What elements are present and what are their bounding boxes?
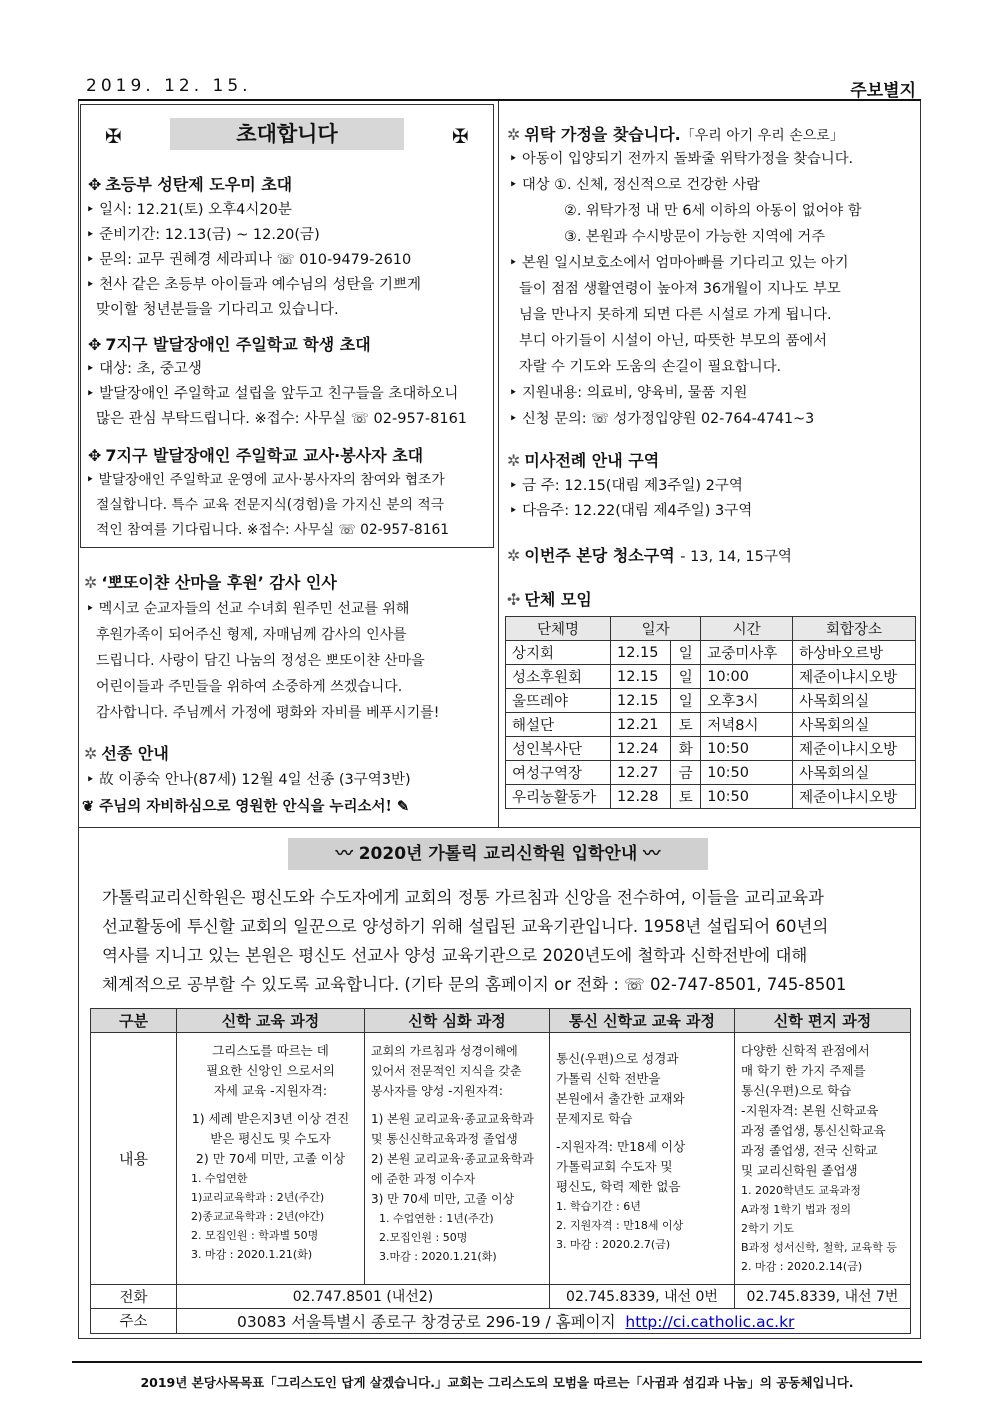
table-row: 주소 03083 서울특별시 종로구 창경궁로 296-19 / 홈페이지 http://ci.catholic.ac.kr [91, 1309, 911, 1334]
footer-slogan: 2019년 본당사목목표「그리스도인 답게 살겠습니다.」교회는 그리스도의 모범을 따르는「사귐과 섬김과 나눔」의 공동체입니다. [140, 1375, 854, 1390]
cleaning-heading [507, 543, 792, 566]
course-line: 및 통신신학교육과정 졸업생 [371, 1132, 518, 1146]
table-row [506, 785, 916, 809]
course-line: 에 준한 과정 이수자 [371, 1172, 476, 1186]
course-line: 2. 마감 : 2020.2.14(금) [741, 1260, 863, 1273]
compass-icon: ✥ [88, 335, 102, 354]
course-line: 있어서 전문적인 지식을 갖춘 [371, 1064, 522, 1078]
table-row [506, 713, 916, 737]
course-line: 받은 평신도 및 수도자 [210, 1131, 331, 1146]
list-item: 후원가족이 되어주신 형제, 자매님께 감사의 인사를 [96, 627, 407, 643]
course-line: 가톨릭교회 수도자 및 [556, 1159, 673, 1174]
homepage-link[interactable]: http://ci.catholic.ac.kr [625, 1313, 795, 1331]
course-line: 및 교리신학원 졸업생 [741, 1163, 858, 1178]
course-line: 2.모집인원 : 50명 [379, 1231, 468, 1244]
list-item: ‣ 준비기간: 12.13(금) ~ 12.20(금) [86, 227, 320, 243]
list-item: 맞이할 청년분들을 기다리고 있습니다. [96, 302, 339, 318]
flower-icon: ❦ [82, 798, 95, 815]
list-item: ‣ 문의: 교무 권혜경 세라피나 ☏ 010-9479-2610 [86, 252, 412, 268]
course-line: 필요한 신앙인 으로서의 [206, 1063, 335, 1078]
course-line: 3) 만 70세 미만, 고졸 이상 [371, 1192, 515, 1206]
funeral-prayer: ❦ 주님의 자비하심으로 영원한 안식을 누리소서! ✎ [82, 798, 410, 815]
course-line: 3. 마감 : 2020.2.7(금) [556, 1238, 671, 1251]
table-cell: 12.21 [611, 713, 671, 737]
list-item: ‣ 천사 같은 초등부 아이들과 예수님의 성탄을 기쁘게 [86, 277, 421, 293]
table-cell: 상지회 [506, 641, 611, 665]
table-cell: 10:50 [701, 785, 793, 809]
table-cell: 12.28 [611, 785, 671, 809]
list-item: ‣ 금 주: 12.15(대림 제3주일) 2구역 [509, 478, 743, 494]
course-line: A과정 1학기 법과 정의 [741, 1203, 852, 1216]
course-line: B과정 성서신학, 철학, 교육학 등 [741, 1241, 898, 1254]
list-item: ②. 위탁가정 내 만 6세 이하의 아동이 없어야 함 [564, 203, 862, 219]
sparkle-icon: ✲ [84, 744, 98, 763]
course-1-cell [177, 1033, 365, 1285]
list-item: ‣ 대상: 초, 중고생 [86, 361, 202, 377]
cleaning-title: 이번주 본당 청소구역 [524, 546, 675, 565]
table-row [506, 665, 916, 689]
list-item: ‣ 멕시코 순교자들의 선교 수녀회 원주민 선교를 위해 [86, 601, 410, 617]
course-line: 2. 모집인원 : 학과별 50명 [191, 1229, 319, 1242]
invite-s3-list [86, 468, 449, 543]
list-item: 많은 관심 부탁드립니다. ※접수: 사무실 ☏ 02-957-8161 [96, 411, 468, 427]
list-item: ‣ 본원 일시보호소에서 엄마아빠를 기다리고 있는 아기 [509, 255, 849, 271]
course-line: 교회의 가르침과 성경이해에 [371, 1044, 518, 1058]
invite-s1-heading [88, 172, 292, 195]
course-line [183, 1101, 358, 1109]
list-item: 들이 점점 생활연령이 높아져 36개월이 지나도 부모 [519, 281, 841, 297]
course-2-cell [365, 1033, 550, 1285]
course-line: 자세 교육 -지원자격: [213, 1083, 328, 1098]
list-item: 드립니다. 사랑이 담긴 나눔의 정성은 뽀또이챤 산마을 [96, 653, 425, 669]
course-line: 2) 만 70세 미만, 고졸 이상 [195, 1151, 346, 1166]
course-line: 3.마감 : 2020.1.21(화) [379, 1250, 497, 1263]
table-row: 내용 그리스도를 따르는 데 필요한 신앙인 으로서의 자세 교육 -지원자격: 1) 세례 받은지3년 이상 견진 받은 평신도 및 수도자 2) 만 70세 미만, 고졸 이상 1. 수업연한 1)교리교육학과 : 2년(주간) 2)종교교육학과 : 2년(야간) 2. 모집인원 : 학과별 50명 3. 마감 : 2020.1.21(화) 교회의 가르침과 성경이해에 있어서 전문적인 지식을 갖춘 봉사자를 양성 -지원자격: 1) 본원 교리교육·종교교육학과 및 통신신학교육과정 졸업생 2) 본원 교리교육·종교교육학과 에 준한 과정 이수자 3) 만 70세 미만, 고졸 이상 1. 수업연한 : 1년(주간) 2.모집인원 : 50명 3.마감 : 2020.1.21(화) 통신(우편)으로 성경과 가톨릭 신학 전반을 본원에서 출간한 교재와 문제지로 학습 -지원자격: 만18세 이상 가톨릭교회 수도자 및 평신도, 학력 제한 없음 1. 학습기간 : 6년 2. 지원자격 : 만18세 이상 3. 마감 : 2020.2.7(금) 다양한 신학적 관점에서 매 학기 한 가지 주제를 통신(우편)으로 학습 -지원자격: 본원 신학교육 과정 졸업생, 통신신학교육 과정 졸업생, 전국 신학교 및 교리신학원 졸업생 1. 2020학년도 교육과정 A과정 1학기 법과 정의 2학기 기도 B과정 성서신학, 철학, 교육학 등 2. 마감 : 2020.2.14(금) [91, 1033, 911, 1285]
table-cell: 10:00 [701, 665, 793, 689]
table-row: 전화 02.747.8501 (내선2) 02.745.8339, 내선 0번 02.745.8339, 내선 7번 [91, 1285, 911, 1309]
mass-heading [507, 448, 659, 471]
course-line: 본원에서 출간한 교재와 [556, 1091, 685, 1106]
table-cell: 우리농활동가 [506, 785, 611, 809]
list-item: 님을 만나지 못하게 되면 다른 시설로 가게 됩니다. [519, 307, 832, 323]
list-item: ③. 본원과 수시방문이 가능한 지역에 거주 [564, 229, 826, 245]
list-item: 어린이들과 주민들을 위하여 소중하게 쓰겠습니다. [96, 679, 403, 695]
school-intro: 가톨릭교리신학원은 평신도와 수도자에게 교회의 정통 가르침과 신앙을 전수하여, 이들을 교리교육과 선교활동에 투신할 교회의 일꾼으로 양성하기 위해 설립된 교육기관입니다. 1958년 설립되어 60년의 역사를 지니고 있는 본원은 평신도 선교사 양성 교육기관으로 2020년도에 철학과 신학전반에 대해 체계적으로 공부할 수 있도록 교육합니다. (기타 문의 홈페이지 or 전화 : ☏ 02-747-8501, 745-8501 [102, 888, 847, 994]
invite-s2-list [86, 357, 467, 432]
funeral-title: 선종 안내 [101, 744, 169, 763]
table-cell: 제준이냐시오방 [793, 737, 916, 761]
groups-table [505, 616, 916, 809]
table-header: 단체명 일자 시간 회합장소 [506, 617, 916, 641]
course-line: 1. 수업연한 : 1년(주간) [379, 1212, 494, 1225]
table-cell: 제준이냐시오방 [793, 785, 916, 809]
course-line: 다양한 신학적 관점에서 [741, 1043, 870, 1058]
course-line: 매 학기 한 가지 주제를 [741, 1063, 866, 1078]
course-line: 1) 본원 교리교육·종교교육학과 [371, 1112, 534, 1126]
funeral-line: ‣ 故 이종숙 안나(87세) 12월 4일 선종 (3구역3반) [86, 772, 411, 788]
course-line: 평신도, 학력 제한 없음 [556, 1179, 681, 1194]
table-cell: 사목회의실 [793, 761, 916, 785]
table-cell: 해설단 [506, 713, 611, 737]
invite-s2-heading [88, 332, 371, 355]
invite-s1-list [86, 198, 421, 323]
cross-icon: ✠ [105, 124, 122, 148]
cross-icon: ✠ [452, 124, 469, 148]
list-item: ‣ 신청 문의: ☏ 성가정입양원 02-764-4741~3 [509, 411, 815, 427]
table-row [506, 761, 916, 785]
table-cell: 12.24 [611, 737, 671, 761]
table-cell: 10:50 [701, 737, 793, 761]
column-divider [498, 101, 499, 827]
ornament-icon: 〰 [643, 844, 661, 864]
list-item: ‣ 발달장애인 주일학교 운영에 교사·봉사자의 참여와 협조가 [86, 472, 445, 488]
table-cell: 12.15 [611, 641, 671, 665]
invite-s1-title: 초등부 성탄제 도우미 초대 [105, 175, 293, 194]
course-line: 1)교리교육학과 : 2년(주간) [191, 1191, 325, 1204]
course-line: 문제지로 학습 [556, 1111, 633, 1126]
sparkle-icon: ✲ [507, 125, 521, 144]
list-item: ‣ 지원내용: 의료비, 양육비, 물품 지원 [509, 385, 748, 401]
invite-title: 초대합니다 [170, 118, 404, 150]
table-cell: 교중미사후 [701, 641, 793, 665]
course-line [556, 1129, 728, 1137]
table-cell: 사목회의실 [793, 713, 916, 737]
course-line: 2학기 기도 [741, 1222, 794, 1235]
table-cell: 사목회의실 [793, 689, 916, 713]
mass-list [509, 474, 752, 524]
course-line: 가톨릭 신학 전반을 [556, 1071, 661, 1086]
thanks-list [86, 596, 439, 726]
candle-icon: ✎ [396, 798, 410, 815]
table-cell: 울뜨레야 [506, 689, 611, 713]
funeral-heading [84, 741, 169, 764]
course-line: 1. 2020학년도 교육과정 [741, 1184, 861, 1197]
sparkle-icon: ✲ [507, 546, 521, 565]
groups-title: 단체 모임 [524, 590, 592, 609]
ornament-icon: 〰 [335, 844, 353, 864]
course-line: 통신(우편)으로 학습 [741, 1083, 852, 1098]
course-line: 1. 수업연한 [191, 1172, 248, 1185]
table-cell: 10:50 [701, 761, 793, 785]
course-line [371, 1101, 543, 1109]
sparkle-icon: ✲ [84, 573, 98, 592]
footer-rule [72, 1361, 922, 1363]
table-row [506, 689, 916, 713]
course-line: 과정 졸업생, 통신신학교육 [741, 1123, 886, 1138]
list-item: ‣ 일시: 12.21(토) 오후4시20분 [86, 202, 292, 218]
groups-heading [507, 587, 592, 610]
compass-icon: ✥ [88, 175, 102, 194]
thanks-title: ‘뽀또이챤 산마을 후원’ 감사 인사 [101, 573, 337, 592]
curriculum-table [90, 1008, 911, 1334]
list-item: 적인 참여를 기다립니다. ※접수: 사무실 ☏ 02-957-8161 [96, 522, 450, 538]
list-item: ‣ 다음주: 12.22(대림 제4주일) 3구역 [509, 503, 753, 519]
cleaning-detail: - 13, 14, 15구역 [680, 549, 792, 565]
list-item: ‣ 대상 ①. 신체, 정신적으로 건강한 사람 [509, 177, 760, 193]
invite-s3-title: 7지구 발달장애인 주일학교 교사·봉사자 초대 [105, 446, 424, 465]
course-line: 그리스도를 따르는 데 [212, 1043, 329, 1058]
list-item: ‣ 아동이 입양되기 전까지 돌봐줄 위탁가정을 찾습니다. [509, 151, 854, 167]
course-line: 2. 지원자격 : 만18세 이상 [556, 1219, 684, 1232]
invite-s3-heading [88, 443, 423, 466]
table-cell: 성소후원회 [506, 665, 611, 689]
table-row [506, 737, 916, 761]
list-item: 부디 아기들이 시설이 아닌, 따뜻한 부모의 품에서 [519, 333, 828, 349]
table-cell: 성인복사단 [506, 737, 611, 761]
table-cell: 일 [671, 689, 701, 713]
table-cell: 토 [671, 785, 701, 809]
table-cell: 저녁8시 [701, 713, 793, 737]
list-item: 절실합니다. 특수 교육 전문지식(경험)을 가지신 분의 적극 [96, 497, 445, 513]
table-cell: 금 [671, 761, 701, 785]
foster-list [509, 146, 862, 432]
table-cell: 12.15 [611, 665, 671, 689]
table-cell: 12.27 [611, 761, 671, 785]
list-item: ‣ 발달장애인 주일학교 설립을 앞두고 친구들을 초대하오니 [86, 386, 459, 402]
list-item: 자랄 수 기도와 도움의 손길이 필요합니다. [519, 359, 782, 375]
course-line: 봉사자를 양성 -지원자격: [371, 1084, 503, 1098]
table-cell: 일 [671, 665, 701, 689]
address-cell: 03083 서울특별시 종로구 창경궁로 296-19 / 홈페이지 http://ci.catholic.ac.kr [177, 1309, 911, 1334]
course-line: 2) 본원 교리교육·종교교육학과 [371, 1152, 534, 1166]
table-cell: 12.15 [611, 689, 671, 713]
thanks-heading [84, 570, 337, 593]
course-4-cell [735, 1033, 911, 1285]
school-title: 〰 2020년 가톨릭 교리신학원 입학안내 〰 [288, 838, 708, 870]
course-line: 3. 마감 : 2020.1.21(화) [191, 1248, 313, 1261]
course-line: 1) 세례 받은지3년 이상 견진 [191, 1111, 350, 1126]
table-cell: 여성구역장 [506, 761, 611, 785]
course-line: -지원자격: 본원 신학교육 [741, 1103, 879, 1118]
course-3-cell [550, 1033, 735, 1285]
bulletin-title: 주보별지 [850, 81, 916, 101]
table-cell: 오후3시 [701, 689, 793, 713]
table-cell: 하상바오르방 [793, 641, 916, 665]
bulletin-date: 2019. 12. 15. [86, 76, 252, 96]
invite-s2-title: 7지구 발달장애인 주일학교 학생 초대 [105, 335, 371, 354]
course-line: 1. 학습기간 : 6년 [556, 1200, 641, 1213]
foster-title: 위탁 가정을 찾습니다. [524, 125, 681, 144]
table-cell: 제준이냐시오방 [793, 665, 916, 689]
compass-icon: ✥ [88, 446, 102, 465]
table-row [506, 641, 916, 665]
table-cell: 토 [671, 713, 701, 737]
foster-subtitle: 「우리 아기 우리 손으로」 [680, 128, 844, 144]
sparkle-icon: ✲ [507, 451, 521, 470]
table-cell: 일 [671, 641, 701, 665]
course-line: -지원자격: 만18세 이상 [556, 1139, 686, 1154]
foster-heading [507, 122, 844, 145]
course-line: 통신(우편)으로 성경과 [556, 1051, 679, 1066]
table-cell: 화 [671, 737, 701, 761]
course-line: 2)종교교육학과 : 2년(야간) [191, 1210, 325, 1223]
list-item: 감사합니다. 주님께서 가정에 평화와 자비를 베푸시기를! [96, 705, 440, 721]
table-header: 구분 신학 교육 과정 신학 심화 과정 통신 신학교 교육 과정 신학 편지 과정 [91, 1009, 911, 1033]
course-line: 과정 졸업생, 전국 신학교 [741, 1143, 878, 1158]
sparkle-icon: ✣ [507, 590, 521, 609]
section-divider [78, 827, 921, 828]
mass-title: 미사전례 안내 구역 [524, 451, 660, 470]
